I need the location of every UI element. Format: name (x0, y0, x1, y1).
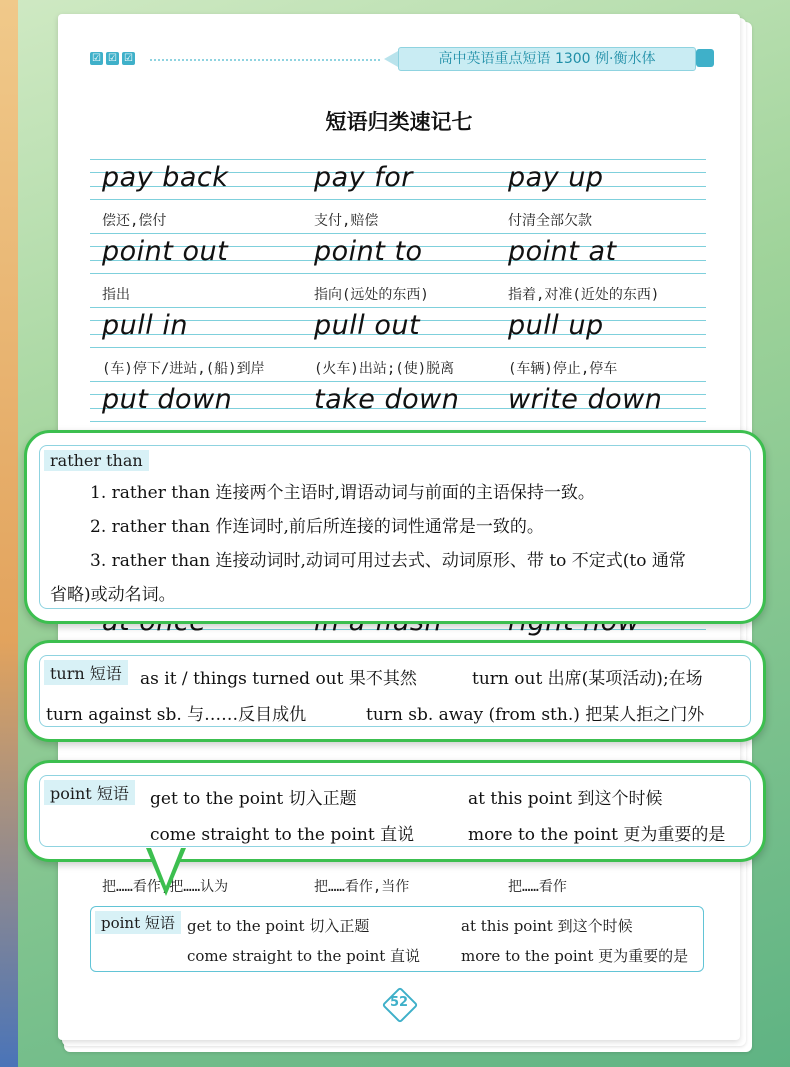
callout-tag: rather than (44, 450, 149, 471)
phrase-zh: 把……看作 (508, 879, 567, 895)
callout-inner-frame (39, 445, 751, 609)
pencil-tip-icon (384, 51, 398, 67)
callout-item: get to the point 切入正题 (150, 789, 357, 809)
check-icon: ☑ (106, 52, 119, 65)
phrase-zh: (火车)出站;(使)脱离 (314, 361, 455, 377)
point-phrases-box (90, 906, 704, 972)
phrase-en: pay up (508, 162, 604, 193)
phrase-en: point at (508, 236, 617, 267)
phrase-zh: 指着,对准(近处的东西) (508, 287, 660, 303)
phrase-en: pull in (102, 310, 188, 341)
series-title: 高中英语重点短语 1300 例·衡水体 (398, 47, 696, 71)
phrase-zh: 偿还,偿付 (102, 213, 167, 229)
phrase-zh: 付清全部欠款 (508, 213, 592, 229)
check-icon: ☑ (90, 52, 103, 65)
callout-item: turn against sb. 与……反目成仇 (46, 705, 307, 725)
phrase-en: point to (314, 236, 423, 267)
callout-item: 省略)或动名词。 (50, 585, 176, 605)
callout-item: more to the point 更为重要的是 (468, 825, 726, 845)
phrase-en: pull up (508, 310, 604, 341)
callout-inner-frame (39, 775, 751, 847)
box-item: at this point 到这个时候 (461, 917, 633, 935)
page-number: 52 (389, 995, 409, 1010)
callout-point (24, 760, 766, 862)
box-item: come straight to the point 直说 (187, 947, 421, 965)
callout-item: turn out 出席(某项活动);在场 (472, 669, 703, 689)
page-number-badge (383, 988, 415, 1020)
callout-item: as it / things turned out 果不其然 (140, 669, 417, 689)
phrase-zh: (车辆)停止,停车 (508, 361, 618, 377)
header-dotted-line (150, 59, 380, 61)
callout-pointer-inner (151, 848, 181, 886)
callout-item: come straight to the point 直说 (150, 825, 415, 845)
phrase-en: point out (102, 236, 229, 267)
phrase-zh: 指向(远处的东西) (314, 287, 429, 303)
callout-item: 2. rather than 作连词时,前后所连接的词性通常是一致的。 (90, 517, 544, 537)
phrase-en: pay back (102, 162, 229, 193)
callout-turn (24, 640, 766, 742)
callout-item: 1. rather than 连接两个主语时,谓语动词与前面的主语保持一致。 (90, 483, 595, 503)
callout-tag: turn 短语 (44, 660, 128, 685)
check-icon: ☑ (122, 52, 135, 65)
callout-item: at this point 到这个时候 (468, 789, 663, 809)
box-item: get to the point 切入正题 (187, 917, 370, 935)
phrase-zh: 把……看作,当作 (314, 879, 410, 895)
callout-rather-than (24, 430, 766, 624)
callout-item: 3. rather than 连接动词时,动词可用过去式、动词原形、带 to 不定式(to 通常 (90, 551, 686, 571)
callout-inner-frame (39, 655, 751, 727)
page-title: 短语归类速记七 (325, 110, 473, 134)
book-spine-strip (0, 0, 18, 1067)
pencil-cap-icon (696, 49, 714, 67)
box-tag: point 短语 (95, 911, 181, 934)
phrase-en: put down (102, 384, 233, 415)
phrase-en: write down (508, 384, 663, 415)
phrase-en: take down (314, 384, 460, 415)
phrase-zh: 把……看作,把……认为 (102, 879, 229, 895)
pencil-banner (384, 47, 718, 71)
callout-tag: point 短语 (44, 780, 135, 805)
check-marks (90, 52, 135, 65)
phrase-en: pull out (314, 310, 421, 341)
phrase-zh: 支付,赔偿 (314, 213, 379, 229)
phrase-en: pay for (314, 162, 413, 193)
box-item: more to the point 更为重要的是 (461, 947, 689, 965)
phrase-zh: 指出 (102, 287, 130, 303)
phrase-zh: (车)停下/进站,(船)到岸 (102, 361, 265, 377)
callout-item: turn sb. away (from sth.) 把某人拒之门外 (366, 705, 705, 725)
